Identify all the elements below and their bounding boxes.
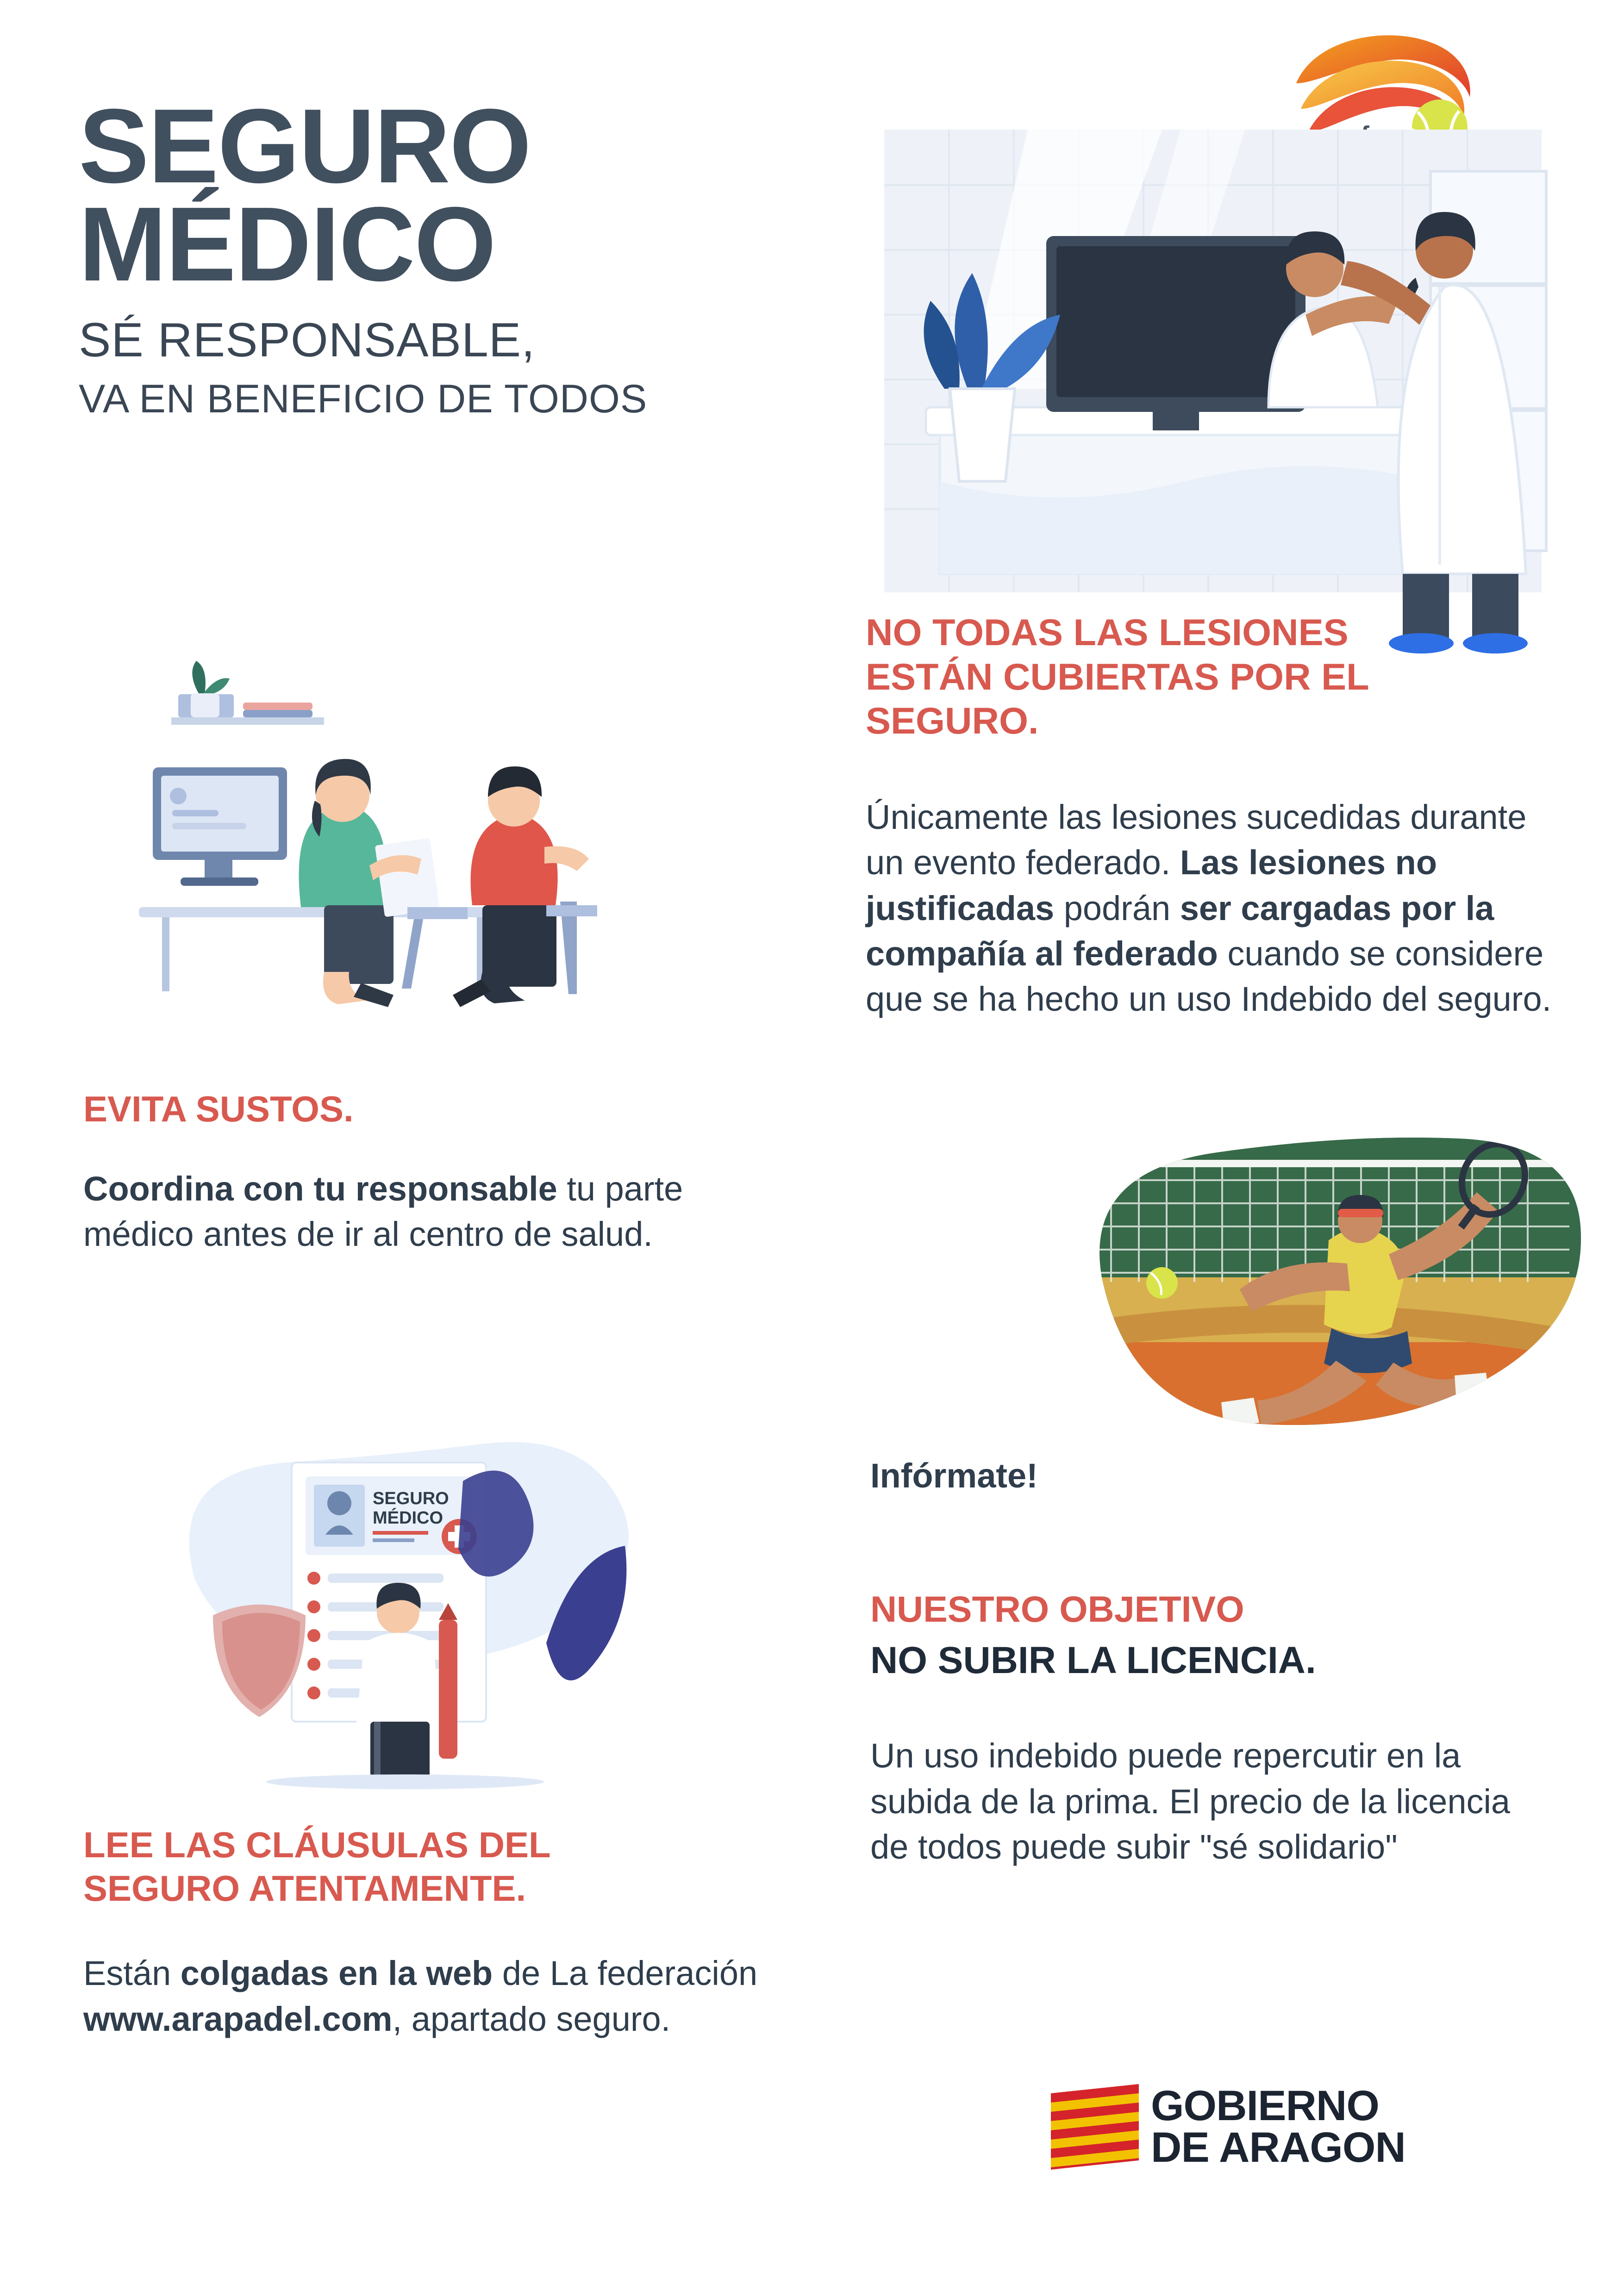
gobierno-logo-text: [1151, 2082, 1405, 2172]
page-title: [79, 87, 782, 304]
card-title-line2: MÉDICO: [373, 1508, 443, 1528]
lesiones-body-post: cuando se considere que se ha hecho un uso Indebido del seguro.: [866, 934, 1552, 1019]
clausulas-heading-line2: SEGURO ATENTAMENTE.: [83, 1867, 526, 1909]
lesiones-heading-line2: ESTÁN CUBIERTAS POR EL: [866, 656, 1369, 698]
left-block-evita-sustos: [83, 1088, 768, 1257]
clausulas-body-mid: de La federación: [493, 1954, 758, 1993]
clausulas-heading-line1: LEE LAS CLÁUSULAS DEL: [83, 1824, 551, 1865]
lesiones-bold-2: ser cargadas por la compañía al federado: [866, 889, 1494, 973]
clausulas-bold-web: colgadas en la web: [180, 1954, 493, 1993]
objetivo-heading-red: NUESTRO OBJETIVO: [870, 1588, 1244, 1630]
clausulas-body: [83, 1951, 778, 2042]
clausulas-body-pre: Están: [83, 1954, 181, 1993]
illustration-clinic-reception: [829, 130, 1579, 657]
evita-sustos-heading: EVITA SUSTOS.: [83, 1089, 354, 1129]
clausulas-heading: [83, 1823, 778, 1910]
card-title-line1: SEGURO: [373, 1489, 449, 1508]
illustration-consultation: [83, 648, 699, 1018]
lesiones-heading-line3: SEGURO.: [866, 700, 1039, 742]
right-block-objetivo: [870, 1587, 1565, 1870]
lesiones-heading: [866, 611, 1560, 744]
clausulas-body-post: , apartado seguro.: [392, 1999, 671, 2038]
illustration-padel-player: [1069, 1125, 1588, 1486]
gobierno-logo-line1: GOBIERNO: [1151, 2082, 1379, 2129]
gobierno-de-aragon-logo: [1051, 2082, 1405, 2172]
clausulas-website-link[interactable]: www.arapadel.com: [83, 1999, 393, 2038]
lesiones-bold-1: Las lesiones no justificadas: [866, 843, 1437, 927]
page-title-line1: SEGURO: [79, 87, 531, 205]
lesiones-body-mid: podrán: [1054, 889, 1180, 927]
left-block-clausulas: [83, 1823, 778, 2042]
subtitle-line-1: SÉ RESPONSABLE,: [79, 313, 536, 367]
right-content-column: [866, 611, 1560, 1022]
evita-sustos-bold-lead: Coordina con tu responsable: [83, 1169, 557, 1208]
evita-sustos-body: [83, 1166, 768, 1257]
aragon-flag-icon: [1051, 2084, 1139, 2170]
objetivo-body: Un uso indebido puede repercutir en la subida de la prima. El precio de la licencia de todos puede subir "sé solidario": [870, 1736, 1511, 1867]
lesiones-body-pre: Únicamente las lesiones sucedidas durante un evento federado.: [866, 797, 1527, 882]
informate-text: Infórmate!: [870, 1456, 1038, 1495]
lesiones-heading-line1: NO TODAS LAS LESIONES: [866, 612, 1349, 653]
illustration-insurance-card: [139, 1425, 671, 1791]
subtitle-line-2: VA EN BENEFICIO DE TODOS: [79, 377, 648, 422]
informate-cta: [870, 1453, 1449, 1499]
poster-header: [79, 87, 782, 422]
objetivo-heading-dark: NO SUBIR LA LICENCIA.: [870, 1639, 1316, 1682]
lesiones-body: [866, 795, 1560, 1022]
page-title-line2: MÉDICO: [79, 186, 495, 304]
gobierno-logo-line2: DE ARAGON: [1151, 2124, 1405, 2172]
evita-sustos-body-rest: tu parte médico antes de ir al centro de salud.: [83, 1169, 683, 1253]
